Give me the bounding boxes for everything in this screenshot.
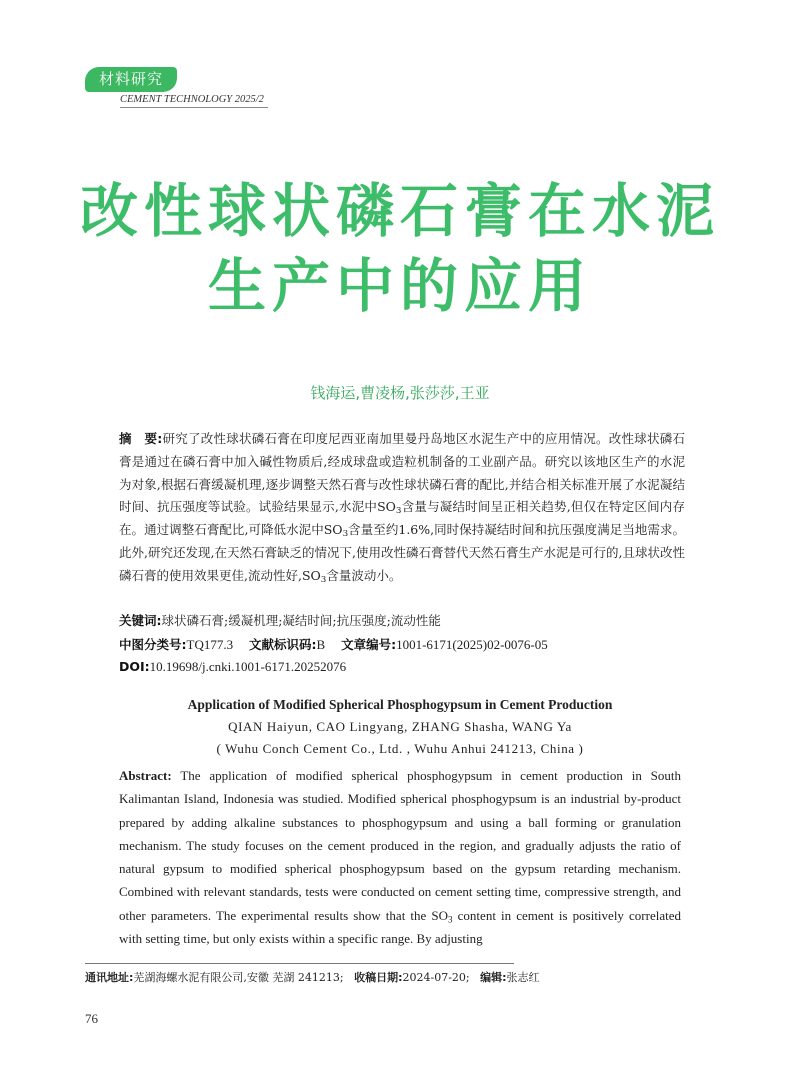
doc-code-label: 文献标识码: <box>249 637 317 652</box>
article-no-label: 文章编号: <box>341 637 397 652</box>
clc-value: TQ177.3 <box>186 637 234 652</box>
abstract-en-text-2: content in cement is positively correlated with setting time, but only exists within a specific range. By adjusting <box>119 907 681 947</box>
address-value: 芜湖海螺水泥有限公司,安徽 芜湖 241213; <box>133 971 344 984</box>
footnote-divider <box>85 963 514 964</box>
abstract-en-text-1: The application of modified spherical phosphogypsum in cement production in South Kalimantan Island, Indonesia was studied. Modified spherical phosphogypsum is an industrial by-product prepared by adding alkaline substances to phosphogypsum and using a ball forming or granulation mechanism. The study focuses on the cement produced in the region, and gradually adjusts the ratio of natural gypsum to modified spherical phosphogypsum based on the gypsum retarding mechanism. Combined with relevant standards, tests were conducted on cement setting time, compressive strength, and other parameters. The experimental results show that the SO <box>119 768 681 923</box>
abstract-cn <box>119 428 685 588</box>
authors-en: QIAN Haiyun, CAO Lingyang, ZHANG Shasha, WANG Ya <box>228 719 572 734</box>
clc-label: 中图分类号: <box>119 637 187 652</box>
abstract-cn-sub-1: 3 <box>395 506 402 517</box>
received-value: 2024-07-20; <box>402 971 470 984</box>
keywords-value: 球状磷石膏;缓凝机理;凝结时间;抗压强度;流动性能 <box>161 613 441 628</box>
editor-value: 张志红 <box>506 971 540 984</box>
doc-code-value: B <box>316 637 326 652</box>
editor-label: 编辑: <box>480 971 507 984</box>
affiliation-en: ( Wuhu Conch Cement Co., Ltd. , Wuhu Anhui 241213, China ) <box>216 741 584 756</box>
article-no-value: 1001-6171(2025)02-0076-05 <box>396 637 548 652</box>
abstract-cn-sub-2: 3 <box>342 529 349 540</box>
abstract-en <box>119 764 681 950</box>
authors-cn: 钱海运,曹凌杨,张莎莎,王亚 <box>310 384 490 402</box>
journal-running-header: CEMENT TECHNOLOGY 2025/2 <box>120 94 268 108</box>
page-number: 76 <box>85 1011 98 1026</box>
doi-value[interactable]: 10.19698/j.cnki.1001-6171.20252076 <box>149 659 347 674</box>
abstract-cn-label: 摘 要: <box>119 431 163 446</box>
received-label: 收稿日期: <box>354 971 403 984</box>
abstract-cn-text-1: 研究了改性球状磷石膏在印度尼西亚南加里曼丹岛地区水泥生产中的应用情况。改性球状磷石膏是通过在磷石膏中加入碱性物质后,经成球盘或造粒机制备的工业副产品。研究以该地区生产的水泥为对象,根据石膏缓凝机理,逐步调整天然石膏与改性球状磷石膏的配比,并结合相关标准开展了水泥凝结时间、抗压强度等试验。试验结果显示,水泥中SO <box>119 431 685 515</box>
article-title-line-2: 生产中的应用 <box>207 252 592 320</box>
abstract-en-sub: 3 <box>448 914 453 925</box>
classification-line <box>119 635 719 653</box>
abstract-en-label: Abstract: <box>119 768 172 783</box>
article-title-line-1: 改性球状磷石膏在水泥 <box>79 177 720 245</box>
abstract-cn-sub-3: 3 <box>320 574 327 585</box>
doi-line <box>119 659 719 675</box>
keywords-line <box>119 611 719 629</box>
abstract-cn-text-2: 含量与凝结时间呈正相关趋势,但仅在特定区间内存在。通过调整石膏配比,可降低水泥中SO <box>119 499 685 538</box>
abstract-cn-text-4: 含量波动小。 <box>326 567 402 583</box>
abstract-cn-text-3: 含量至约1.6%,同时保持凝结时间和抗压强度满足当地需求。此外,研究还发现,在天然石膏缺乏的情况下,使用改性磷石膏替代天然石膏生产水泥是可行的,且球状改性磷石膏的使用效果更佳,流动性好,SO <box>119 522 685 583</box>
article-title-en: Application of Modified Spherical Phosphogypsum in Cement Production <box>187 697 613 712</box>
footnote <box>85 969 725 985</box>
keywords-label: 关键词: <box>119 613 162 628</box>
section-tag: 材料研究 <box>85 67 177 92</box>
address-label: 通讯地址: <box>85 971 134 984</box>
doi-label: DOI: <box>119 659 150 674</box>
